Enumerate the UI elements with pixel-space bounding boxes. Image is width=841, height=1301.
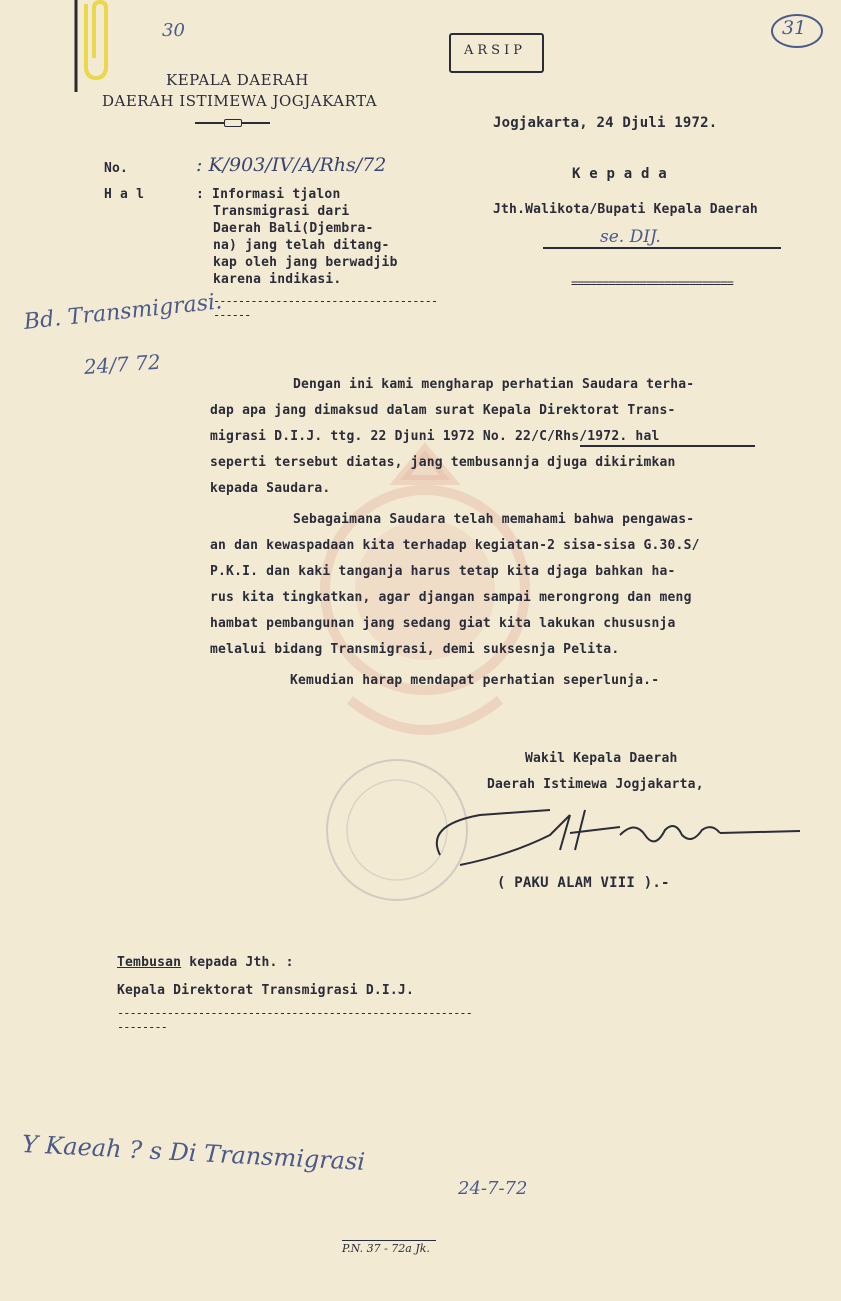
body-para1-line3: migrasi D.I.J. ttg. 22 Djuni 1972 No. 22/C/Rhs/1972. hal bbox=[210, 429, 660, 444]
letterhead-rule-ornament bbox=[224, 119, 242, 127]
body-para1-line5: kepada Saudara. bbox=[210, 481, 331, 496]
archive-stamp: ARSIP bbox=[464, 43, 526, 58]
office-region: DAERAH ISTIMEWA JOGJAKARTA bbox=[102, 92, 378, 110]
form-code-rule bbox=[342, 1240, 436, 1241]
subject-line-2: Transmigrasi dari bbox=[213, 204, 350, 219]
recipient: Jth.Walikota/Bupati Kepala Daerah bbox=[493, 202, 758, 217]
place-date: Jogjakarta, 24 Djuli 1972. bbox=[493, 115, 718, 131]
copy-to-divider: ----------------------------------------------------------------- bbox=[117, 1006, 472, 1034]
pencil-note: 30 bbox=[162, 20, 185, 41]
watermark-emblem bbox=[290, 440, 560, 770]
subject-line-6: karena indikasi. bbox=[213, 272, 342, 287]
subject-line-3: Daerah Bali(Djembra- bbox=[213, 221, 374, 236]
subject-line-5: kap oleh jang berwadjib bbox=[213, 255, 398, 270]
signatory-name: ( PAKU ALAM VIII ).- bbox=[497, 875, 670, 891]
body-para2-line1: Sebagaimana Saudara telah memahami bahwa pengawas- bbox=[293, 512, 695, 527]
margin-note-line2: 24/7 72 bbox=[83, 349, 162, 379]
office-title: KEPALA DAERAH bbox=[166, 71, 309, 89]
body-para2-line6: melalui bidang Transmigrasi, demi suksesnja Pelita. bbox=[210, 642, 620, 657]
hal-label: H a l bbox=[104, 187, 145, 202]
signatory-region: Daerah Istimewa Jogjakarta, bbox=[487, 777, 704, 792]
recipient-handwritten: se. DIJ. bbox=[600, 227, 661, 247]
margin-note-line1: Bd. Transmigrasi. bbox=[22, 289, 224, 335]
letter-number: : K/903/IV/A/Rhs/72 bbox=[196, 154, 387, 176]
subject-divider: ------------------------------------------ bbox=[213, 294, 438, 322]
body-para1-line2: dap apa jang dimaksud dalam surat Kepala Direktorat Trans- bbox=[210, 403, 676, 418]
body-para1-line4: seperti tersebut diatas, jang tembusannja djuga dikirimkan bbox=[210, 455, 676, 470]
bottom-pencil-date: 24-7-72 bbox=[458, 1178, 528, 1199]
signatory-title: Wakil Kepala Daerah bbox=[525, 751, 678, 766]
body-para2-line2: an dan kewaspadaan kita terhadap kegiatan-2 sisa-sisa G.30.S/ bbox=[210, 538, 700, 553]
body-para2-line5: hambat pembangunan jang sedang giat kita lakukan chususnja bbox=[210, 616, 676, 631]
bottom-pencil-note: Y Kaeah ? s Di Transmigrasi bbox=[21, 1130, 366, 1176]
addressee-divider: ========================== bbox=[571, 276, 733, 290]
paper-clip-icon bbox=[72, 0, 116, 100]
copy-to-recipient: Kepala Direktorat Transmigrasi D.I.J. bbox=[117, 983, 414, 998]
copy-to-label: Tembusan bbox=[117, 955, 182, 970]
recipient-underline bbox=[543, 247, 781, 249]
closing-line: Kemudian harap mendapat perhatian seperlunja.- bbox=[290, 673, 660, 688]
handwritten-signature bbox=[420, 795, 810, 875]
body-para1-line1: Dengan ini kami mengharap perhatian Saudara terha- bbox=[293, 377, 695, 392]
reference-underline bbox=[580, 445, 755, 447]
subject-line-1: : Informasi tjalon bbox=[196, 187, 341, 202]
form-code: P.N. 37 - 72a Jk. bbox=[342, 1242, 430, 1255]
subject-line-4: na) jang telah ditang- bbox=[213, 238, 390, 253]
kepada-label: K e p a d a bbox=[572, 166, 667, 182]
copy-to-label-rest: kepada Jth. : bbox=[181, 955, 294, 970]
folio-number: 31 bbox=[782, 17, 807, 39]
copy-to-line bbox=[117, 955, 294, 970]
no-label: No. bbox=[104, 161, 129, 176]
body-para2-line3: P.K.I. dan kaki tanganja harus tetap kita djaga bahkan ha- bbox=[210, 564, 676, 579]
body-para2-line4: rus kita tingkatkan, agar djangan sampai merongrong dan meng bbox=[210, 590, 692, 605]
